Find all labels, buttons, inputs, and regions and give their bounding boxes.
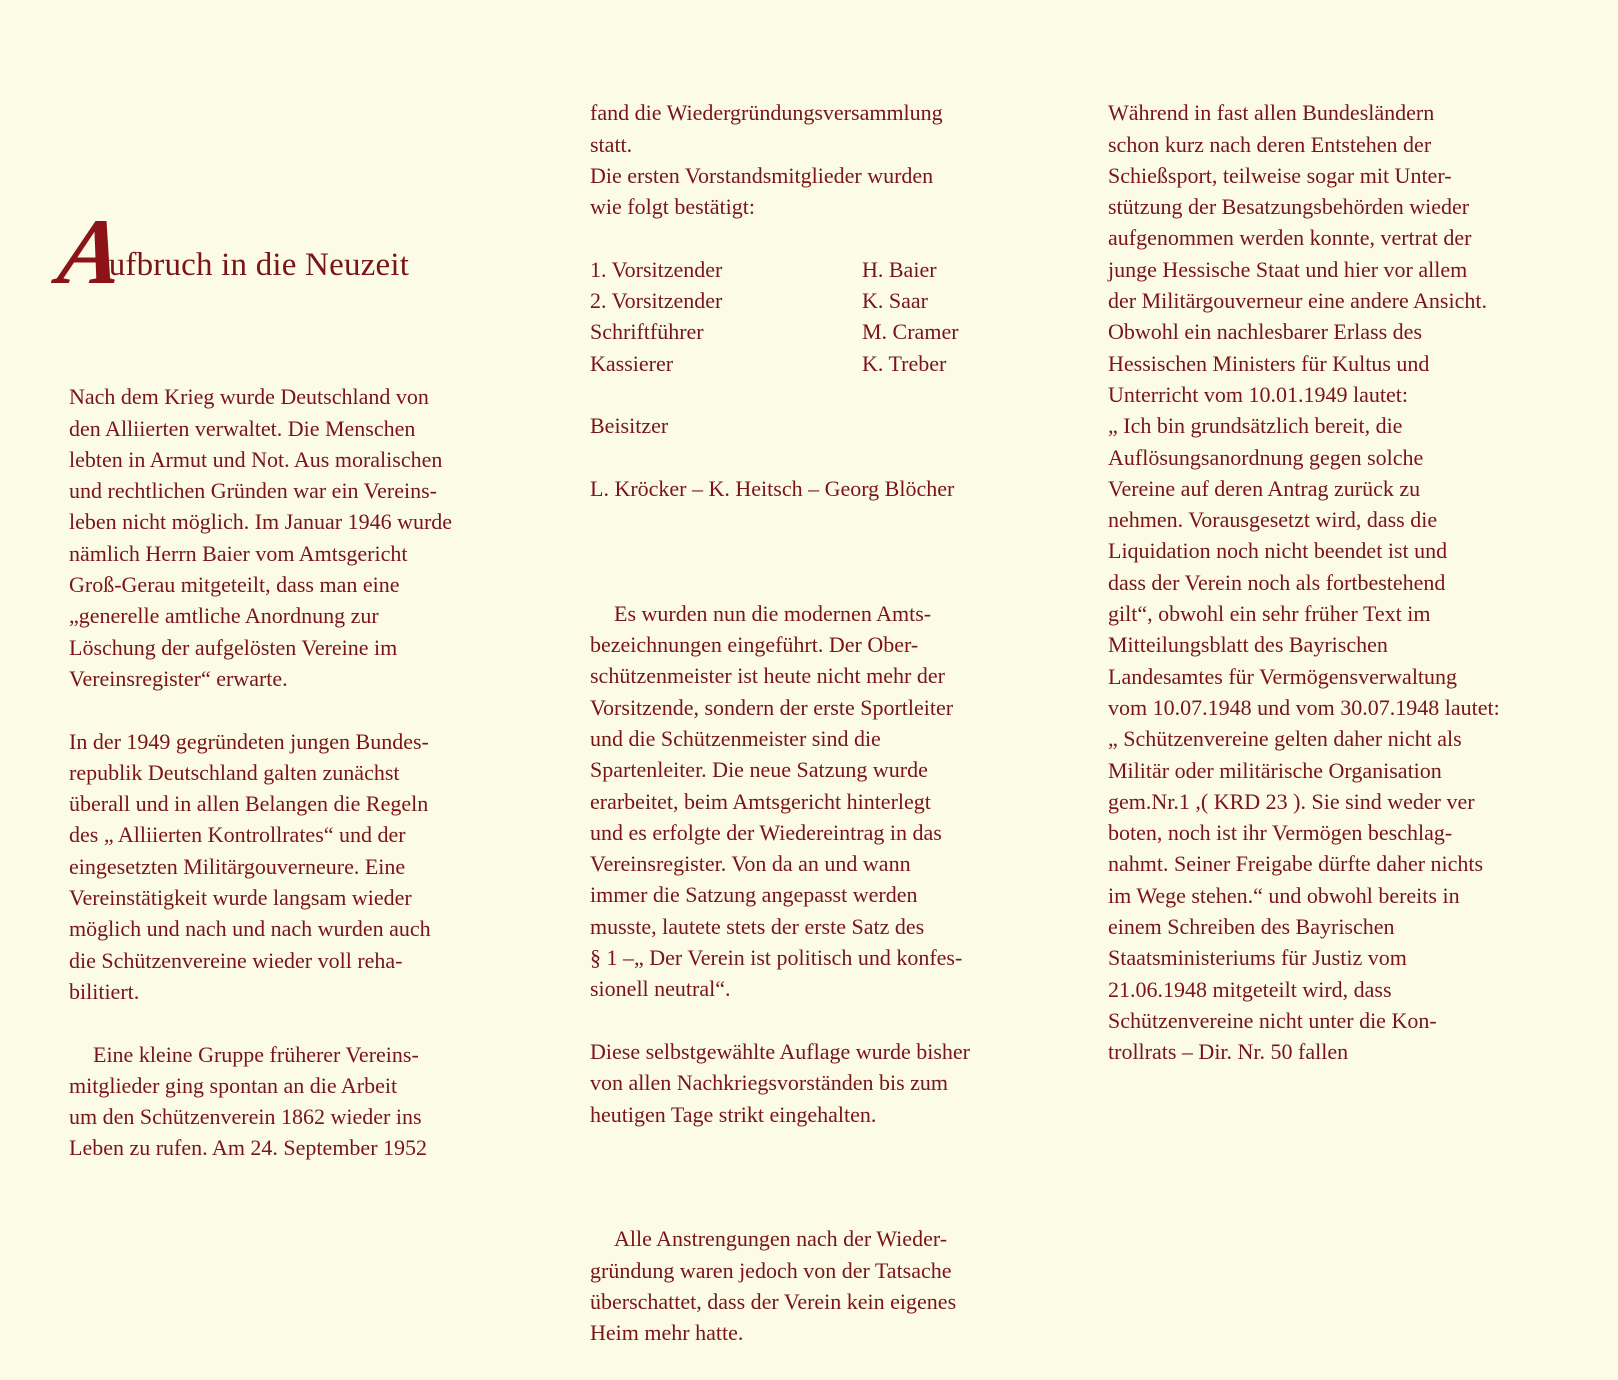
officer-list <box>590 254 1060 379</box>
beisitzer-names: L. Kröcker – K. Heitsch – Georg Blöcher <box>590 475 955 501</box>
column-right <box>1108 66 1588 1099</box>
officer-role: Kassierer <box>590 350 674 376</box>
paragraph: Eine kleine Gruppe früherer Vereins- mitglieder ging spontan an die Arbeit um den Schützenverein 1862 wieder ins Leben zu rufen. Am 24. September 1952 <box>69 1041 428 1161</box>
paragraph: Nach dem Krieg wurde Deutschland von den Alliierten verwaltet. Die Menschen lebten in Armut und Not. Aus moralischen und rechtlichen Gründen war ein Vereins- leben nicht möglich. Im Januar 1946 wurde nämlich Herrn Baier vom Amtsgericht Groß-Gerau mitgeteilt, dass man eine „generelle amtliche Anordnung zur Löschung der aufgelösten Vereine im Vereinsregister“ erwarte. <box>69 384 453 691</box>
paragraph: Während in fast allen Bundesländern schon kurz nach deren Entstehen der Schießsport, teilweise sogar mit Unter- stützung der Besatzungsbehörden wieder aufgenommen werden konnte, vertrat der junge Hessische Staat und hier vor allem der Militärgouverneur eine andere Ansicht. Obwohl ein nachlesbarer Erlass des Hessischen Ministers für Kultus und Unterricht vom 10.01.1949 lautet: „ Ich bin grundsätzlich bereit, die Auflösungsanordnung gegen solche Vereine auf deren Antrag zurück zu nehmen. Vorausgesetzt wird, dass die Liquidation noch nicht beendet ist und dass der Verein noch als fortbestehend gilt“, obwohl ein sehr früher Text im Mitteilungsblatt des Bayrischen Landesamtes für Vermögensverwaltung vom 10.07.1948 und vom 30.07.1948 lautet: „ Schützenvereine gelten daher nicht als Militär oder militärische Organisation gem.Nr.1 ,( KRD 23 ). Sie sind weder ver boten, noch ist ihr Vermögen beschlag- nahmt. Seiner Freigabe dürfte daher nichts im Wege stehen.“ und obwohl bereits in einem Schreiben des Bayrischen Staatsministeriums für Justiz vom 21.06.1948 mitgeteilt wird, dass Schützenvereine nicht unter die Kon- trollrats – Dir. Nr. 50 fallen <box>1108 100 1500 1065</box>
officer-role: 1. Vorsitzender <box>590 256 723 282</box>
paragraph-gap <box>590 1161 1060 1192</box>
officer-role: Schriftführer <box>590 319 704 345</box>
page-title <box>52 200 410 304</box>
paragraph: Es wurden nun die modernen Amts- bezeichnungen eingeführt. Der Ober- schützenmeister ist heute nicht mehr der Vorsitzende, sondern der erste Sportleiter und die Schützenmeister sind die Spartenleiter. Die neue Satzung wurde erarbeitet, beim Amtsgericht hinterlegt und es erfolgte der Wiedereintrag in das Vereinsregister. Von da an und wann immer die Satzung angepasst werden musste, lautete stets der erste Satz des § 1 –„ Der Verein ist politisch und konfes- sionell neutral“. <box>590 600 963 1002</box>
paragraph: Alle Anstrengungen nach der Wieder- gründung waren jedoch von der Tatsache überschattet, dass der Verein kein eigenes Heim mehr hatte. <box>590 1226 957 1346</box>
officer-name: H. Baier <box>862 256 937 282</box>
paragraph-gap <box>590 535 1060 566</box>
beisitzer-label: Beisitzer <box>590 413 669 439</box>
paragraph: In der 1949 gegründeten jungen Bundes- republik Deutschland galten zunächst überall und in allen Belangen die Regeln des „ Alliierten Kontrollrates“ und der eingesetzten Militärgouverneure. Eine Vereinstätigkeit wurde langsam wieder möglich und nach und nach wurden auch die Schützenvereine wieder voll reha- bilitiert. <box>69 728 431 1004</box>
column-left <box>69 350 539 1195</box>
officer-name: K. Treber <box>862 350 947 376</box>
officer-name: K. Saar <box>862 288 928 314</box>
column-middle <box>590 66 1060 1380</box>
paragraph: Diese selbstgewählte Auflage wurde bisher von allen Nachkriegsvorständen bis zum heutigen Tage strikt eingehalten. <box>590 1038 970 1127</box>
title-initial: A <box>52 200 131 304</box>
title-rest: ufbruch in die Neuzeit <box>108 247 410 283</box>
paragraph: fand die Wiedergründungsversammlung statt. Die ersten Vorstandsmitglieder wurden wie folgt bestätigt: <box>590 100 943 220</box>
officer-role: 2. Vorsitzender <box>590 288 723 314</box>
officer-name: M. Cramer <box>862 319 959 345</box>
